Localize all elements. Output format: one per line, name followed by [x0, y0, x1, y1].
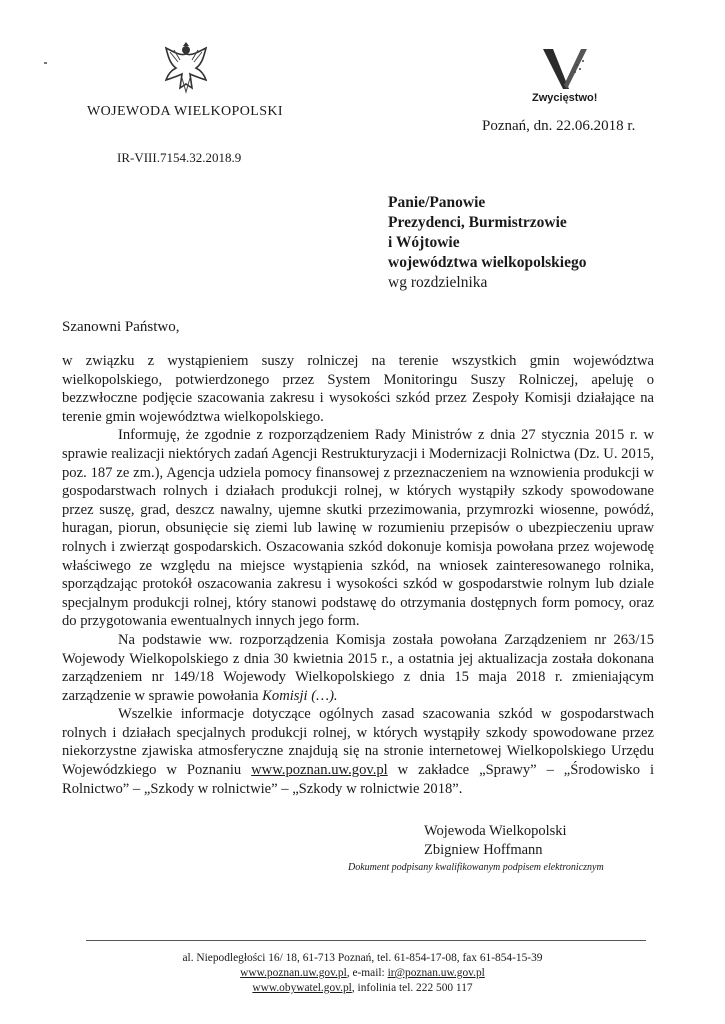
signature-title: Wojewoda Wielkopolski: [424, 823, 567, 839]
eagle-emblem-icon: [160, 38, 212, 98]
paragraph-4: [62, 705, 654, 798]
footer-email-link[interactable]: ir@poznan.uw.gov.pl: [387, 967, 485, 979]
paragraph-2: Informuję, że zgodnie z rozporządzeniem Rady Ministrów z dnia 27 stycznia 2015 r. w sprawie realizacji niektórych zadań Agencji Restrukturyzacji i Modernizacji Rolnictwa (Dz. U. 2015, poz. 187 ze zm.), Agencja udziela pomocy finansowej z przeznaczeniem na wznowienia produkcji w gospodarstwach rolnych i działach produkcji rolnej, w których wystąpiły szkody spowodowane przez suszę, grad, deszcz nawalny, ujemne skutki przezimowania, przymrozki wiosenne, powódź, huragan, piorun, obsunięcie się ziemi lub lawinę w rozumieniu przepisów o ubezpieczeniu upraw rolnych i zwierząt gospodarskich. Oszacowania szkód dokonuje komisja powołana przez wojewodę właściwego ze względu na miejsce wystąpienia szkód, na wniosek zainteresowanego rolnika, sporządzając protokół oszacowania zakresu i wysokości szkód w gospodarstwie rolnym lub dziale specjalnym produkcji rolnej, który stanowi podstawę do otrzymania dostępnych form pomocy, oraz do przygotowania ewentualnych innych jego form.: [62, 427, 654, 630]
letter-body: [62, 352, 654, 798]
paragraph-3-text: Na podstawie ww. rozporządzenia Komisja została powołana Zarządzeniem nr 263/15 Wojewody Wielkopolskiego z dnia 30 kwietnia 2015 r., a ostatnia jej aktualizacja została dokonana zarządzeniem nr 149/18 Wojewody Wielkopolskiego z dnia 15 maja 2018 r. zmieniającym zarządzenie w sprawie powołania: [62, 631, 654, 704]
addressee-line: i Wójtowie: [388, 234, 460, 251]
paragraph-3: [62, 631, 654, 705]
paragraph-4-text: Wszelkie informacje dotyczące ogólnych zasad szacowania szkód w gospodarstwach rolnych i działach specjalnych produkcji rolnej, w których wystąpiły szkody spowodowane przez niekorzystne zjawiska atmosferyczne znajdują się na stronie internetowej Wielkopolskiego Urzędu Wojewódzkiego w Poznaniu: [62, 706, 654, 779]
footer-infoline: [0, 981, 725, 996]
greeting: Szanowni Państwo,: [62, 319, 180, 335]
addressee-line: województwa wielkopolskiego: [388, 254, 587, 271]
footer-contacts: [0, 966, 725, 981]
footer-email-label: , e-mail:: [346, 967, 388, 979]
logo-text: Zwycięstwo!: [532, 92, 598, 104]
paragraph-4-tail: w zakładce „Sprawy” – „Środowisko i Rolnictwo” – „Szkody w rolnictwie” – „Szkody w rolnictwie 2018”.: [62, 762, 654, 797]
addressee-line: Prezydenci, Burmistrzowie: [388, 214, 567, 231]
signature-note: Dokument podpisany kwalifikowanym podpisem elektronicznym: [348, 862, 604, 873]
addressee-line: Panie/Panowie: [388, 194, 486, 211]
footer-infoline-text: , infolinia tel. 222 500 117: [351, 982, 473, 994]
signature-name: Zbigniew Hoffmann: [424, 841, 543, 858]
addressee-block: [388, 193, 586, 293]
website-link[interactable]: www.poznan.uw.gov.pl: [251, 762, 388, 779]
footer: [0, 951, 725, 996]
reference-number: IR-VIII.7154.32.2018.9: [117, 150, 242, 165]
footer-website-link[interactable]: www.poznan.uw.gov.pl: [240, 967, 347, 979]
addressee-line: wg rozdzielnika: [388, 274, 488, 291]
scan-speck: [44, 62, 47, 64]
footer-address: al. Niepodległości 16/ 18, 61-713 Poznań, tel. 61-854-17-08, fax 61-854-15-39: [182, 952, 543, 964]
paragraph-1: w związku z wystąpieniem suszy rolniczej na terenie wszystkich gmin województwa wielkopolskiego, potwierdzonego przez System Monitoringu Suszy Rolniczej, apeluję o bezzwłoczne podjęcie szacowania zakresu i wysokości szkód przez Zespoły Komisji działające na terenie gmin województwa wielkopolskiego.: [62, 353, 654, 425]
footer-obywatel-link[interactable]: www.obywatel.gov.pl: [252, 982, 352, 994]
date-line: Poznań, dn. 22.06.2018 r.: [482, 118, 636, 134]
office-name: WOJEWODA WIELKOPOLSKI: [87, 104, 283, 119]
footer-divider: [86, 940, 646, 941]
paragraph-3-italic: Komisji (…).: [262, 687, 338, 704]
signature-block: [424, 822, 567, 859]
